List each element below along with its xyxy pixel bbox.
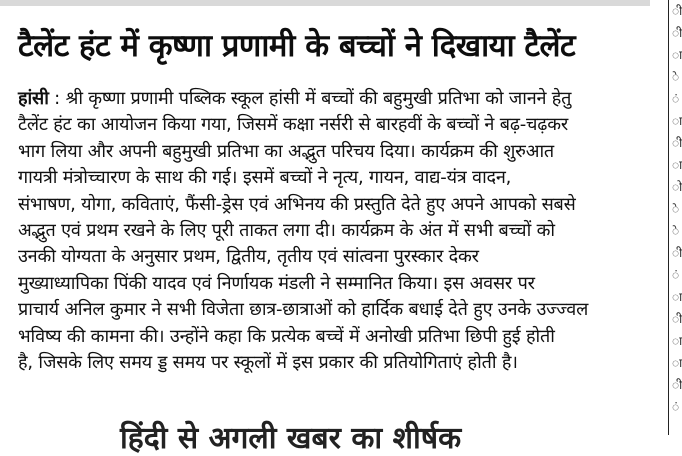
article-line-2: टैलेंट हंट का आयोजन किया गया, जिसमें कक्षा नर्सरी से बारहवीं के बच्चों ने बढ़-चढ़कर [18,114,569,136]
article-line-4: गायत्री मंत्रोच्चारण के साथ की गई। इसमें बच्चों ने नृत्य, गायन, वाद्य-यंत्र वादन, [18,167,512,189]
article-body [18,86,660,376]
article-line-9: प्राचार्य अनिल कुमार ने सभी विजेता छात्र-छात्राओं को हार्दिक बधाई देते हुए उनके उज्ज्वल [18,299,589,321]
article-line-10: भविष्य की कामना की। उन्होंने कहा कि प्रत्येक बच्चें में अनोखी प्रतिभा छिपी हुई होती [18,325,555,347]
article-line-1 [18,86,660,112]
article-line-6: अद्भुत एवं प्रथम रखने के लिए पूरी ताकत लगा दी। कार्यक्रम के अंत में सभी बच्चों को [18,219,555,241]
article-line-1-text: श्री कृष्णा प्रणामी पब्लिक स्कूल हांसी में बच्चों की बहुमुखी प्रतिभा को जानने हेतु [65,88,572,109]
adjacent-column-fragment: ी ी ा े ं ा ी ा ो े े ी ं ा ी ा ा ी ं [672,4,682,414]
dateline-separator: : [48,88,66,109]
article-line-5: संभाषण, योगा, कविताएं, फैंसी-ड्रेस एवं अभिनय की प्रस्तुति देते हुए अपने आपको सबसे [18,193,576,215]
article-headline: टैलेंट हंट में कृष्णा प्रणामी के बच्चों ने दिखाया टैलेंट [18,28,576,64]
article-line-11: है, जिसके लिए समय ड्ड समय पर स्कूलों में इस प्रकार की प्रतियोगिताएं होती है। [18,351,518,373]
article-line-8: मुख्याध्यापिका पिंकी यादव एवं निर्णायक मंडली ने सम्मानित किया। इस अवसर पर [18,272,535,294]
dateline: हांसी [18,88,49,109]
article-line-3: भाग लिया और अपनी बहुमुखी प्रतिभा का अद्भुत परिचय दिया। कार्यक्रम की शुरुआत [18,140,554,162]
article-line-7: उनकी योग्यता के अनुसार प्रथम, द्वितीय, तृतीय एवं सांत्वना पुरस्कार देकर [18,246,479,268]
top-rule [0,0,650,6]
column-divider [668,0,669,435]
next-article-headline-fragment: हिंदी से अगली खबर का शीर्षक [120,421,462,456]
